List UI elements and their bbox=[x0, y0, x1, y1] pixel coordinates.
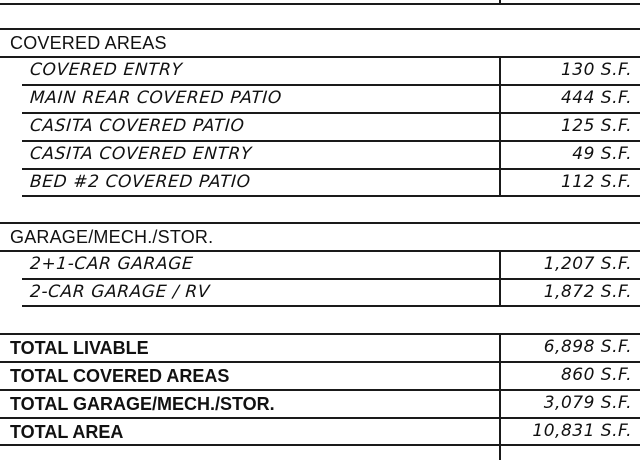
row-divider bbox=[0, 444, 640, 446]
table-row bbox=[0, 251, 640, 279]
total-garage-mech-stor-value: 3,079 S.F. bbox=[543, 393, 632, 413]
garage-2-1-car-value: 1,207 S.F. bbox=[543, 254, 632, 274]
bed-2-covered-patio-label: BED #2 COVERED PATIO bbox=[29, 172, 252, 192]
casita-covered-patio-label: CASITA COVERED PATIO bbox=[29, 116, 246, 136]
main-rear-covered-patio-label: MAIN REAR COVERED PATIO bbox=[29, 88, 283, 108]
table-row bbox=[0, 57, 640, 85]
garage-2-car-rv-label: 2-CAR GARAGE / RV bbox=[29, 282, 211, 302]
table-row bbox=[0, 279, 640, 307]
table-row bbox=[0, 85, 640, 113]
covered-areas-header: COVERED AREAS bbox=[10, 33, 167, 53]
table-row bbox=[0, 113, 640, 141]
covered-entry-label: COVERED ENTRY bbox=[29, 60, 184, 80]
total-livable-value: 6,898 S.F. bbox=[543, 337, 632, 357]
row-divider bbox=[0, 3, 640, 5]
garage-2-car-rv-value: 1,872 S.F. bbox=[543, 282, 632, 302]
casita-covered-entry-value: 49 S.F. bbox=[572, 144, 632, 164]
main-rear-covered-patio-value: 444 S.F. bbox=[560, 88, 632, 108]
column-divider bbox=[499, 57, 501, 196]
table-row bbox=[0, 169, 640, 197]
covered-entry-value: 130 S.F. bbox=[560, 60, 632, 80]
row-divider bbox=[0, 28, 640, 30]
table-row bbox=[0, 334, 640, 362]
total-area-label: TOTAL AREA bbox=[10, 422, 124, 442]
table-row bbox=[0, 418, 640, 446]
casita-covered-entry-label: CASITA COVERED ENTRY bbox=[29, 144, 253, 164]
total-covered-areas-label: TOTAL COVERED AREAS bbox=[10, 366, 230, 386]
row-divider bbox=[22, 305, 640, 307]
row-divider bbox=[0, 222, 640, 224]
bed-2-covered-patio-value: 112 S.F. bbox=[560, 172, 632, 192]
total-covered-areas-value: 860 S.F. bbox=[560, 365, 632, 385]
table-row bbox=[0, 362, 640, 390]
table-row bbox=[0, 141, 640, 169]
column-divider bbox=[499, 334, 501, 460]
garage-mech-stor-header: GARAGE/MECH./STOR. bbox=[10, 227, 214, 247]
garage-2-1-car-label: 2+1-CAR GARAGE bbox=[29, 254, 194, 274]
column-divider bbox=[499, 251, 501, 306]
casita-covered-patio-value: 125 S.F. bbox=[560, 116, 632, 136]
total-area-value: 10,831 S.F. bbox=[532, 421, 632, 441]
total-livable-label: TOTAL LIVABLE bbox=[10, 338, 149, 358]
table-row bbox=[0, 390, 640, 418]
total-garage-mech-stor-label: TOTAL GARAGE/MECH./STOR. bbox=[10, 394, 275, 414]
row-divider bbox=[22, 195, 640, 197]
